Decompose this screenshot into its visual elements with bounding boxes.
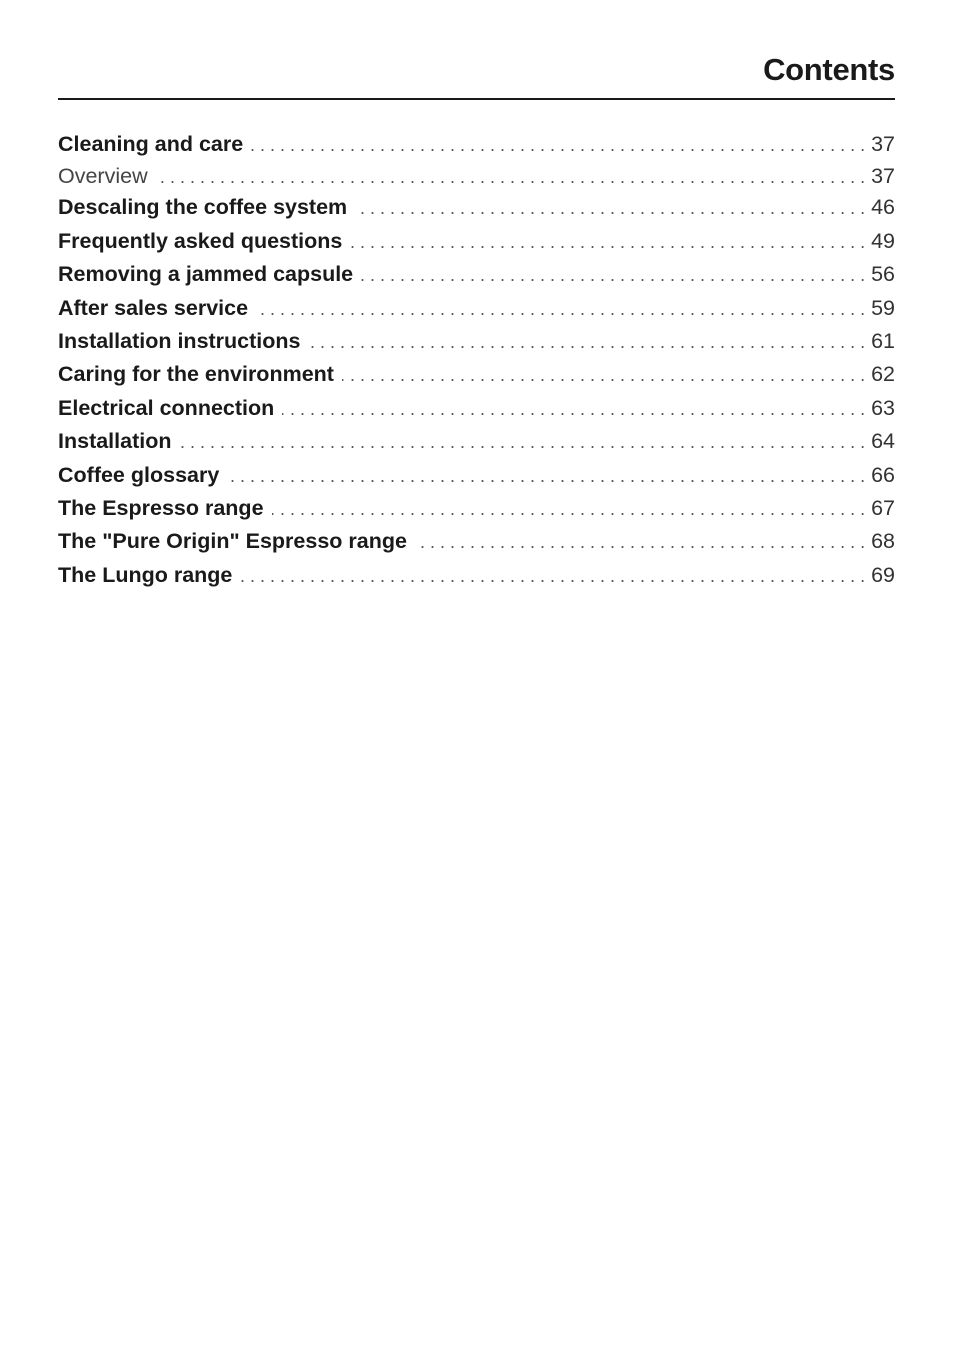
dot-leader (251, 129, 865, 162)
toc-entry-faq[interactable] (58, 225, 895, 258)
toc-entry-title: The "Pure Origin" Espresso range (58, 529, 407, 554)
toc-entry-espresso-range[interactable] (58, 492, 895, 525)
table-of-contents (58, 128, 895, 592)
dot-leader (361, 259, 865, 292)
dot-leader (256, 293, 865, 326)
toc-entry-lungo-range[interactable] (58, 559, 895, 592)
header-rule (58, 98, 895, 100)
dot-leader (282, 393, 865, 426)
dot-leader (415, 526, 865, 559)
dot-leader (350, 226, 865, 259)
toc-entry-page: 63 (871, 395, 895, 420)
toc-entry-electrical-connection[interactable] (58, 392, 895, 425)
toc-entry-title: Coffee glossary (58, 462, 220, 487)
toc-entry-title: Frequently asked questions (58, 228, 343, 253)
toc-entry-page: 49 (871, 228, 895, 253)
toc-entry-title: The Espresso range (58, 495, 264, 520)
toc-entry-page: 37 (871, 164, 895, 189)
dot-leader (272, 493, 866, 526)
toc-entry-title: After sales service (58, 295, 249, 320)
toc-entry-page: 67 (871, 495, 895, 520)
toc-entry-page: 62 (871, 362, 895, 387)
toc-entry-jammed-capsule[interactable] (58, 258, 895, 291)
toc-entry-page: 37 (871, 132, 895, 156)
toc-entry-coffee-glossary[interactable] (58, 459, 895, 492)
toc-entry-pure-origin-range[interactable] (58, 525, 895, 558)
dot-leader (227, 460, 865, 493)
toc-entry-page: 66 (871, 462, 895, 487)
toc-entry-page: 69 (871, 562, 895, 587)
toc-entry-title: Removing a jammed capsule (58, 262, 354, 287)
toc-entry-title: Cleaning and care (58, 132, 244, 156)
toc-entry-after-sales[interactable] (58, 292, 895, 325)
toc-entry-title: The Lungo range (58, 562, 233, 587)
page-title: Contents (763, 52, 895, 87)
toc-entry-title: Descaling the coffee system (58, 195, 348, 220)
toc-entry-page: 61 (871, 328, 895, 353)
toc-entry-title: Overview (58, 164, 148, 189)
toc-entry-cleaning-and-care[interactable] (58, 128, 895, 161)
dot-leader (156, 162, 865, 192)
dot-leader (355, 192, 865, 225)
toc-entry-page: 56 (871, 262, 895, 287)
dot-leader (342, 359, 865, 392)
toc-entry-title: Caring for the environment (58, 362, 334, 387)
toc-entry-overview[interactable] (58, 161, 895, 191)
toc-entry-environment[interactable] (58, 358, 895, 391)
toc-entry-page: 59 (871, 295, 895, 320)
dot-leader (309, 326, 866, 359)
dot-leader (179, 426, 865, 459)
toc-entry-title: Installation (58, 429, 172, 454)
toc-entry-installation-instructions[interactable] (58, 325, 895, 358)
toc-entry-installation[interactable] (58, 425, 895, 458)
toc-entry-descaling[interactable] (58, 191, 895, 224)
toc-entry-page: 64 (871, 429, 895, 454)
dot-leader (240, 560, 865, 593)
toc-entry-title: Installation instructions (58, 328, 301, 353)
toc-entry-page: 46 (871, 195, 895, 220)
toc-entry-page: 68 (871, 529, 895, 554)
toc-entry-title: Electrical connection (58, 395, 275, 420)
